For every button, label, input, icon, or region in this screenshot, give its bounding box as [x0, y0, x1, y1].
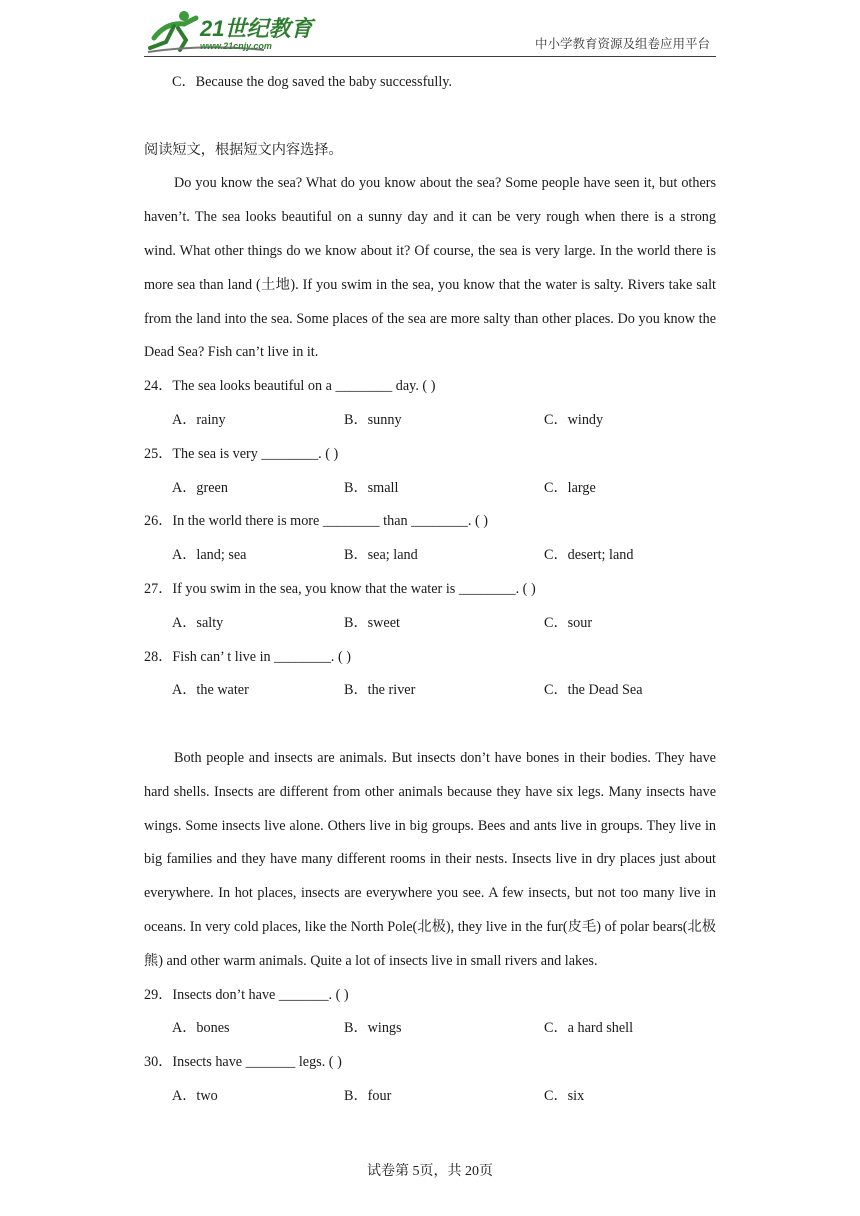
option-c[interactable]: C．a hard shell: [544, 1020, 634, 1037]
option-b[interactable]: B．sweet: [344, 614, 400, 631]
option-b[interactable]: B．sea; land: [344, 547, 418, 564]
options-row: [144, 1012, 716, 1046]
option-a[interactable]: A．two: [172, 1087, 218, 1104]
question-stem: 30．Insects have _______ legs. ( ): [144, 1054, 342, 1071]
option-c[interactable]: C．sour: [544, 614, 593, 631]
option-a[interactable]: A．bones: [172, 1020, 230, 1037]
logo-title: 21世纪教育: [200, 16, 313, 41]
passage-sea: Do you know the sea? What do you know about the sea? Some people have seen it, but others haven’t. The sea looks beautiful on a sunny day and it can be very rough when there is a strong wind. What other things do we know about it? Of course, the sea is very large. In the world there is more sea than land (土地). If you swim in the sea, you know that the water is salty. Rivers take salt from the land into the sea. Some places of the sea are more salty than other places. Do you know the Dead Sea? Fish can’t live in it.: [144, 175, 716, 361]
runner-logo-icon: [144, 8, 319, 54]
instruction: 阅读短文，根据短文内容选择。: [144, 141, 343, 158]
question-stem: 25．The sea is very ________. ( ): [144, 445, 339, 462]
option-b[interactable]: B．wings: [344, 1020, 402, 1037]
exam-content: [144, 66, 716, 1114]
option-a[interactable]: A．green: [172, 479, 228, 496]
options-row: [144, 607, 716, 641]
option-b[interactable]: B．sunny: [344, 411, 402, 428]
options-row: [144, 674, 716, 708]
page-header: [144, 8, 716, 57]
option-c[interactable]: C．six: [544, 1087, 585, 1104]
option-b[interactable]: B．small: [344, 479, 399, 496]
question-stem: 29．Insects don’t have _______. ( ): [144, 986, 349, 1003]
options-row: [144, 1080, 716, 1114]
option-c[interactable]: C．the Dead Sea: [544, 682, 643, 699]
platform-name: 中小学教育资源及组卷应用平台: [534, 37, 710, 51]
options-row: [144, 472, 716, 506]
logo-url: www.21cnjy.com: [200, 41, 272, 51]
question-stem: 24．The sea looks beautiful on a ________ day. ( ): [144, 378, 436, 395]
options-row: [144, 539, 716, 573]
option-a[interactable]: A．salty: [172, 614, 224, 631]
option-a[interactable]: A．the water: [172, 682, 249, 699]
page-footer: 试卷第 5页，共 20页: [367, 1164, 493, 1179]
option-c[interactable]: C．large: [544, 479, 596, 496]
option-b[interactable]: B．the river: [344, 682, 416, 699]
options-row: [144, 404, 716, 438]
passage-insects: Both people and insects are animals. But insects don’t have bones in their bodies. They have hard shells. Insects are different from other animals because they have six legs. Many insects have wings. Some insects live alone. Others live in big groups. Bees and ants live in groups. They live in big families and they have many different rooms in their nests. Insects live in dry places just about everywhere. In hot places, insects are everywhere you see. A few insects, but not too many live in oceans. In very cold places, like the North Pole(北极), they live in the fur(皮毛) of polar bears(北极熊) and other warm animals. Quite a lot of insects live in small rivers and lakes.: [144, 749, 716, 969]
logo: [144, 8, 319, 54]
question-stem: 28．Fish can’ t live in ________. ( ): [144, 648, 352, 665]
question-stem: 26．In the world there is more ________ than ________. ( ): [144, 513, 488, 530]
option-a[interactable]: A．rainy: [172, 411, 226, 428]
question-stem: 27．If you swim in the sea, you know that the water is ________. ( ): [144, 580, 536, 597]
option-c[interactable]: C．windy: [544, 411, 604, 428]
option-b[interactable]: B．four: [344, 1087, 392, 1104]
option-a[interactable]: A．land; sea: [172, 547, 247, 564]
previous-option: C．Because the dog saved the baby successfully.: [172, 74, 452, 90]
option-c[interactable]: C．desert; land: [544, 547, 634, 564]
